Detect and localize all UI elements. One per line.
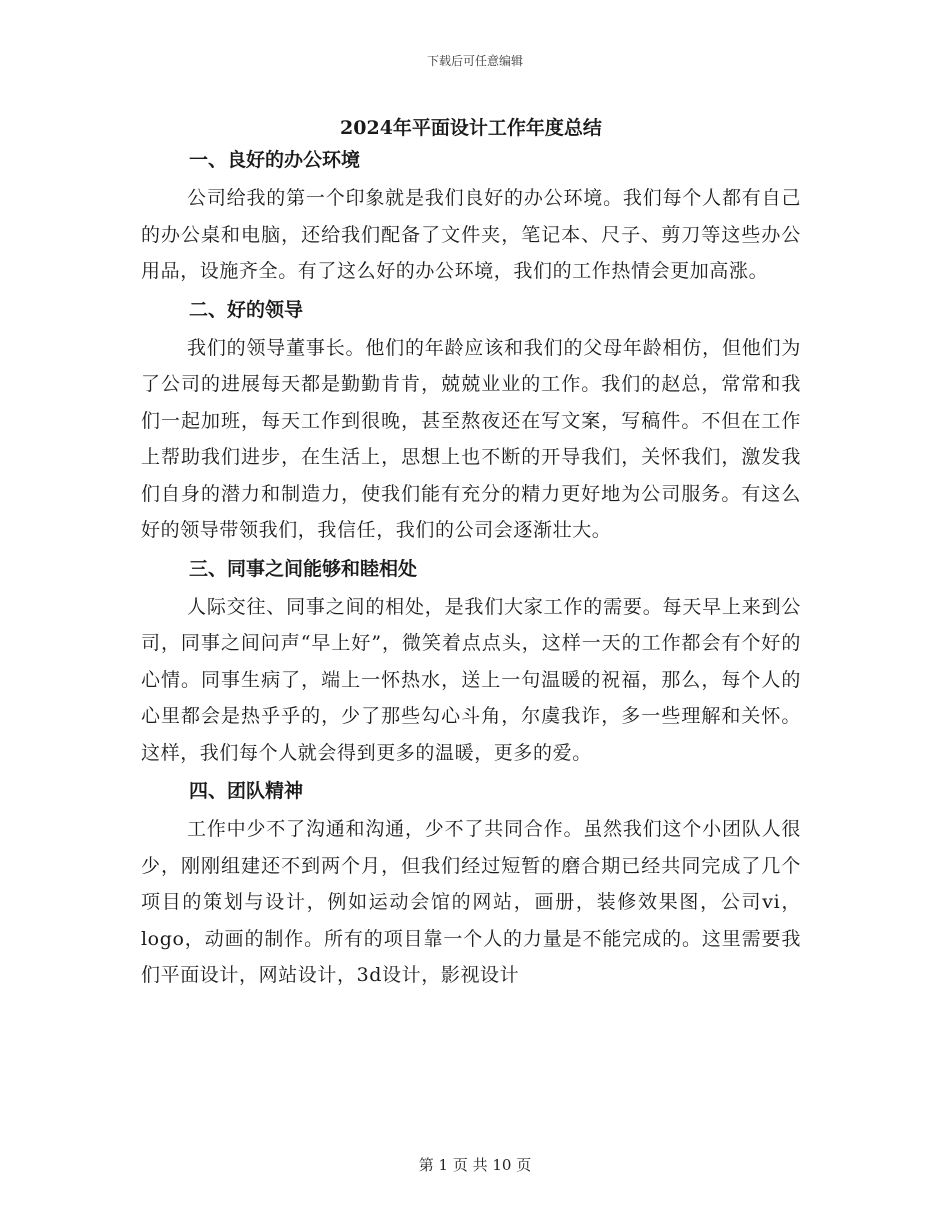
document-body xyxy=(141,112,801,998)
document-title: 2024年平面设计工作年度总结 xyxy=(340,117,602,139)
page-header-note: 下载后可任意编辑 xyxy=(426,54,523,68)
section-3 xyxy=(141,553,801,772)
section-heading: 二、好的领导 xyxy=(189,298,304,321)
section-4 xyxy=(141,775,801,994)
section-paragraph: 我们的领导董事长。他们的年龄应该和我们的父母年龄相仿，但他们为了公司的进展每天都是勤勤肯肯，兢兢业业的工作。我们的赵总，常常和我们一起加班，每天工作到很晚，甚至熬夜还在写文案，写稿件。不但在工作上帮助我们进步，在生活上，思想上也不断的开导我们，关怀我们，激发我们自身的潜力和制造力，使我们能有充分的精力更好地为公司服务。有这么好的领导带领我们，我信任，我们的公司会逐渐壮大。 xyxy=(141,336,801,541)
section-1 xyxy=(141,144,801,290)
section-paragraph: 人际交往、同事之间的相处，是我们大家工作的需要。每天早上来到公司，同事之间问声“早上好”，微笑着点点头，这样一天的工作都会有个好的心情。同事生病了，端上一怀热水，送上一句温暖的祝福，那么，每个人的心里都会是热乎乎的，少了那些勾心斗角，尔虞我诈，多一些理解和关怀。这样，我们每个人就会得到更多的温暖，更多的爱。 xyxy=(141,595,801,764)
page-number-footer: 第 1 页 共 10 页 xyxy=(418,1156,532,1174)
section-paragraph: 工作中少不了沟通和沟通，少不了共同合作。虽然我们这个小团队人很少，刚刚组建还不到两个月，但我们经过短暂的磨合期已经共同完成了几个项目的策划与设计，例如运动会馆的网站，画册，装修效果图，公司vi，logo，动画的制作。所有的项目靠一个人的力量是不能完成的。这里需要我们平面设计，网站设计，3d设计，影视设计 xyxy=(141,818,801,986)
section-2 xyxy=(141,294,801,549)
section-heading: 三、同事之间能够和睦相处 xyxy=(189,557,418,580)
section-paragraph: 公司给我的第一个印象就是我们良好的办公环境。我们每个人都有自己的办公桌和电脑，还给我们配备了文件夹，笔记本、尺子、剪刀等这些办公用品，设施齐全。有了这么好的办公环境，我们的工作热情会更加高涨。 xyxy=(141,187,801,282)
section-heading: 四、团队精神 xyxy=(189,780,304,802)
section-heading: 一、良好的办公环境 xyxy=(189,149,361,171)
